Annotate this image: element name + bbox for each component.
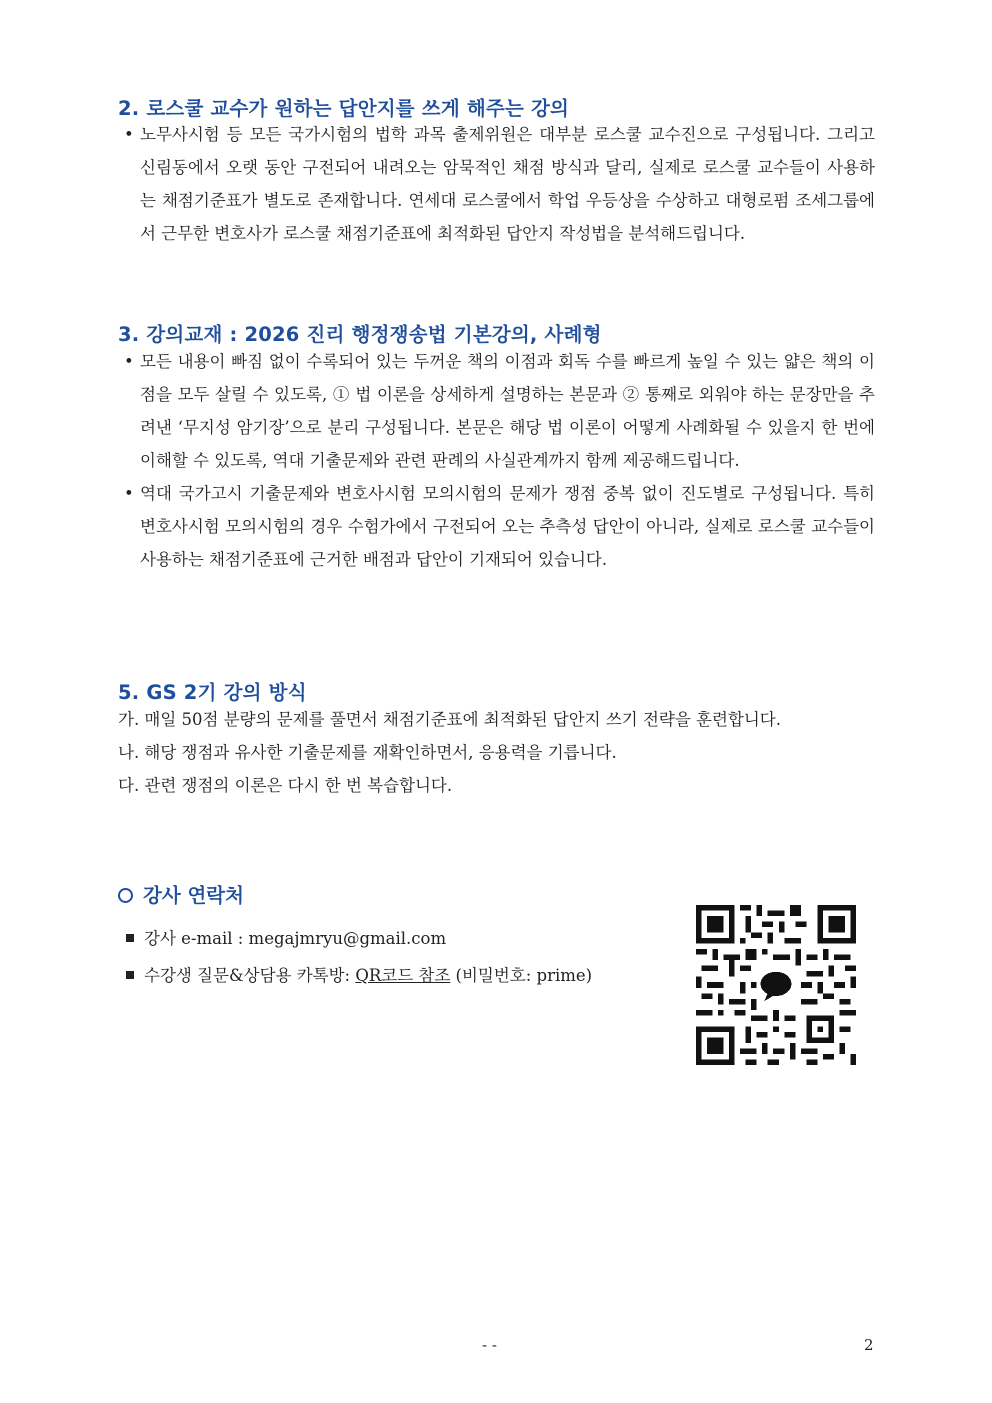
section-5-item-ga: 가. 매일 50점 분량의 문제를 풀면서 채점기준표에 최적화된 답안지 쓰기 전략을 훈련합니다. bbox=[118, 710, 781, 729]
qr-reference-link: QR코드 참조 bbox=[355, 966, 451, 985]
contact-kakao-line bbox=[126, 962, 592, 986]
section-3-body bbox=[118, 345, 875, 576]
circle-icon bbox=[118, 888, 133, 903]
section-2-heading: 2. 로스쿨 교수가 원하는 답안지를 쓰게 해주는 강의 bbox=[118, 97, 570, 120]
section-5-item-na: 나. 해당 쟁점과 유사한 기출문제를 재확인하면서, 응용력을 기릅니다. bbox=[118, 743, 617, 762]
section-3-heading: 3. 강의교재 : 2026 진리 행정쟁송법 기본강의, 사례형 bbox=[118, 323, 602, 346]
kakao-suffix: (비밀번호: prime) bbox=[450, 966, 593, 985]
footer-dash: - - bbox=[482, 1336, 497, 1354]
qr-code-image bbox=[696, 905, 856, 1065]
contact-email-line bbox=[126, 925, 446, 949]
page-number: 2 bbox=[864, 1336, 874, 1354]
section-5-list bbox=[118, 703, 875, 802]
section-5-item-da: 다. 관련 쟁점의 이론은 다시 한 번 복습합니다. bbox=[118, 776, 453, 795]
section-3-bullet-2: • 역대 국가고시 기출문제와 변호사시험 모의시험의 문제가 쟁점 중복 없이 진도별로 구성됩니다. 특히 변호사시험 모의시험의 경우 수험가에서 구전되어 오는 추측성 답안이 아니라, 실제로 로스쿨 교수들이 사용하는 채점기준표에 근거한 배점과 답안이 기재되어 있습니다. bbox=[118, 477, 875, 576]
contact-heading-text: 강사 연락처 bbox=[143, 884, 244, 907]
square-bullet-icon bbox=[126, 934, 134, 942]
section-3-bullet-1: • 모든 내용이 빠짐 없이 수록되어 있는 두꺼운 책의 이점과 회독 수를 빠르게 높일 수 있는 얇은 책의 이점을 모두 살릴 수 있도록, ① 법 이론을 상세하게 설명하는 본문과 ② 통째로 외워야 하는 문장만을 추려낸 ‘무지성 암기장’으로 분리 구성됩니다. 본문은 해당 법 이론이 어떻게 사례화될 수 있을지 한 번에 이해할 수 있도록, 역대 기출문제와 관련 판례의 사실관계까지 함께 제공해드립니다. bbox=[118, 345, 875, 477]
contact-email-text: 강사 e-mail : megajmryu@gmail.com bbox=[144, 929, 447, 948]
section-5-heading: 5. GS 2기 강의 방식 bbox=[118, 681, 307, 704]
square-bullet-icon bbox=[126, 971, 134, 979]
contact-heading bbox=[118, 880, 244, 908]
section-2-bullet: • 노무사시험 등 모든 국가시험의 법학 과목 출제위원은 대부분 로스쿨 교수진으로 구성됩니다. 그리고 신림동에서 오랫 동안 구전되어 내려오는 암묵적인 채점 방식과 달리, 실제로 로스쿨 교수들이 사용하는 채점기준표가 별도로 존재합니다. 연세대 로스쿨에서 학업 우등상을 수상하고 대형로펌 조세그룹에서 근무한 변호사가 로스쿨 채점기준표에 최적화된 답안지 작성법을 분석해드립니다. bbox=[118, 118, 875, 250]
section-2-body bbox=[118, 118, 875, 250]
kakao-prefix: 수강생 질문&상담용 카톡방: bbox=[144, 966, 356, 985]
